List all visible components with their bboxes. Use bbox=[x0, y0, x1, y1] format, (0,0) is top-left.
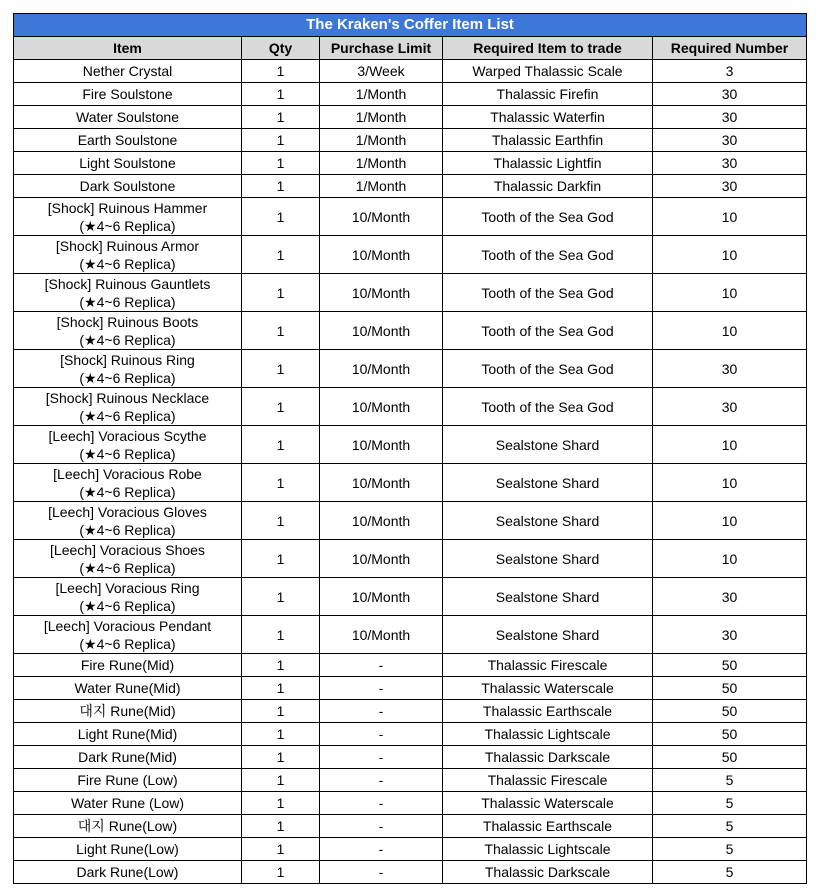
item-name: Fire Rune(Mid) bbox=[80, 657, 175, 673]
qty-cell: 1 bbox=[242, 654, 320, 677]
qty-cell: 1 bbox=[242, 464, 320, 502]
purchase-limit-cell: 10/Month bbox=[320, 236, 443, 274]
qty-cell: 1 bbox=[242, 426, 320, 464]
item-cell bbox=[14, 746, 242, 769]
item-replica-note: (★4~6 Replica) bbox=[79, 559, 176, 576]
item-name: Dark Soulstone bbox=[79, 178, 176, 194]
required-item-cell: Thalassic Lightscale bbox=[443, 723, 653, 746]
item-replica-note: (★4~6 Replica) bbox=[79, 445, 176, 462]
item-cell bbox=[14, 502, 242, 540]
item-cell bbox=[14, 60, 242, 83]
table-row bbox=[14, 106, 807, 129]
item-cell bbox=[14, 838, 242, 861]
required-item-cell: Thalassic Lightscale bbox=[443, 838, 653, 861]
required-number-cell: 10 bbox=[653, 274, 807, 312]
item-cell bbox=[14, 769, 242, 792]
table-row bbox=[14, 129, 807, 152]
item-replica-note: (★4~6 Replica) bbox=[79, 255, 176, 272]
purchase-limit-cell: 3/Week bbox=[320, 60, 443, 83]
required-number-cell: 50 bbox=[653, 746, 807, 769]
item-replica-note: (★4~6 Replica) bbox=[79, 635, 176, 652]
item-replica-note: (★4~6 Replica) bbox=[79, 331, 176, 348]
purchase-limit-cell: - bbox=[320, 838, 443, 861]
required-number-cell: 50 bbox=[653, 654, 807, 677]
table-row bbox=[14, 540, 807, 578]
qty-cell: 1 bbox=[242, 198, 320, 236]
required-number-cell: 30 bbox=[653, 129, 807, 152]
qty-cell: 1 bbox=[242, 350, 320, 388]
header-purchase-limit: Purchase Limit bbox=[320, 37, 443, 60]
item-name: [Shock] Ruinous Hammer bbox=[47, 199, 208, 216]
required-item-cell: Sealstone Shard bbox=[443, 578, 653, 616]
qty-cell: 1 bbox=[242, 83, 320, 106]
purchase-limit-cell: - bbox=[320, 723, 443, 746]
qty-cell: 1 bbox=[242, 578, 320, 616]
qty-cell: 1 bbox=[242, 815, 320, 838]
purchase-limit-cell: - bbox=[320, 654, 443, 677]
required-item-cell: Thalassic Earthscale bbox=[443, 700, 653, 723]
item-replica-note: (★4~6 Replica) bbox=[79, 597, 176, 614]
qty-cell: 1 bbox=[242, 312, 320, 350]
qty-cell: 1 bbox=[242, 746, 320, 769]
header-row bbox=[14, 37, 807, 60]
item-name: [Shock] Ruinous Armor bbox=[55, 237, 200, 254]
item-name: [Leech] Voracious Gloves bbox=[48, 503, 207, 520]
item-cell bbox=[14, 274, 242, 312]
required-item-cell: Thalassic Earthfin bbox=[443, 129, 653, 152]
required-number-cell: 10 bbox=[653, 312, 807, 350]
purchase-limit-cell: - bbox=[320, 746, 443, 769]
table-row bbox=[14, 769, 807, 792]
purchase-limit-cell: 1/Month bbox=[320, 152, 443, 175]
item-cell bbox=[14, 861, 242, 884]
required-number-cell: 3 bbox=[653, 60, 807, 83]
table-row bbox=[14, 152, 807, 175]
item-name: Water Rune(Mid) bbox=[74, 680, 181, 696]
required-number-cell: 30 bbox=[653, 83, 807, 106]
qty-cell: 1 bbox=[242, 106, 320, 129]
item-name: Light Soulstone bbox=[79, 155, 176, 171]
item-name: 대지 Rune(Mid) bbox=[79, 703, 176, 719]
purchase-limit-cell: 10/Month bbox=[320, 312, 443, 350]
item-cell bbox=[14, 540, 242, 578]
required-item-cell: Thalassic Firescale bbox=[443, 769, 653, 792]
required-number-cell: 10 bbox=[653, 426, 807, 464]
required-number-cell: 10 bbox=[653, 464, 807, 502]
required-number-cell: 5 bbox=[653, 792, 807, 815]
qty-cell: 1 bbox=[242, 861, 320, 884]
item-cell bbox=[14, 723, 242, 746]
item-name: [Leech] Voracious Ring bbox=[55, 579, 200, 596]
required-number-cell: 5 bbox=[653, 861, 807, 884]
item-replica-note: (★4~6 Replica) bbox=[79, 369, 176, 386]
item-cell bbox=[14, 175, 242, 198]
item-cell bbox=[14, 388, 242, 426]
coffer-item-table bbox=[13, 13, 807, 884]
purchase-limit-cell: - bbox=[320, 815, 443, 838]
qty-cell: 1 bbox=[242, 502, 320, 540]
item-name: Fire Rune (Low) bbox=[77, 772, 178, 788]
required-item-cell: Tooth of the Sea God bbox=[443, 274, 653, 312]
required-item-cell: Thalassic Firefin bbox=[443, 83, 653, 106]
qty-cell: 1 bbox=[242, 769, 320, 792]
purchase-limit-cell: 10/Month bbox=[320, 350, 443, 388]
required-number-cell: 30 bbox=[653, 388, 807, 426]
purchase-limit-cell: 10/Month bbox=[320, 198, 443, 236]
table-body bbox=[14, 60, 807, 884]
item-name: [Leech] Voracious Pendant bbox=[43, 617, 212, 634]
required-item-cell: Sealstone Shard bbox=[443, 464, 653, 502]
item-cell bbox=[14, 700, 242, 723]
required-number-cell: 30 bbox=[653, 175, 807, 198]
table-row bbox=[14, 700, 807, 723]
item-cell bbox=[14, 198, 242, 236]
purchase-limit-cell: 10/Month bbox=[320, 616, 443, 654]
required-item-cell: Tooth of the Sea God bbox=[443, 388, 653, 426]
table-row bbox=[14, 616, 807, 654]
required-item-cell: Thalassic Waterscale bbox=[443, 677, 653, 700]
item-name: Dark Rune(Mid) bbox=[78, 749, 177, 765]
table-row bbox=[14, 578, 807, 616]
item-replica-note: (★4~6 Replica) bbox=[79, 521, 176, 538]
qty-cell: 1 bbox=[242, 677, 320, 700]
item-cell bbox=[14, 815, 242, 838]
qty-cell: 1 bbox=[242, 236, 320, 274]
table-row bbox=[14, 312, 807, 350]
item-cell bbox=[14, 312, 242, 350]
item-name: [Shock] Ruinous Ring bbox=[60, 351, 195, 368]
required-number-cell: 30 bbox=[653, 616, 807, 654]
table-row bbox=[14, 502, 807, 540]
required-number-cell: 30 bbox=[653, 578, 807, 616]
header-qty: Qty bbox=[242, 37, 320, 60]
required-number-cell: 5 bbox=[653, 769, 807, 792]
item-name: Light Rune(Mid) bbox=[77, 726, 178, 742]
purchase-limit-cell: 10/Month bbox=[320, 502, 443, 540]
item-cell bbox=[14, 83, 242, 106]
table-title: The Kraken's Coffer Item List bbox=[14, 14, 807, 37]
table-row bbox=[14, 838, 807, 861]
qty-cell: 1 bbox=[242, 616, 320, 654]
required-item-cell: Tooth of the Sea God bbox=[443, 198, 653, 236]
purchase-limit-cell: 1/Month bbox=[320, 129, 443, 152]
required-item-cell: Thalassic Waterfin bbox=[443, 106, 653, 129]
item-cell bbox=[14, 677, 242, 700]
item-cell bbox=[14, 236, 242, 274]
header-required-item: Required Item to trade bbox=[443, 37, 653, 60]
purchase-limit-cell: - bbox=[320, 861, 443, 884]
required-number-cell: 30 bbox=[653, 106, 807, 129]
item-cell bbox=[14, 654, 242, 677]
purchase-limit-cell: 10/Month bbox=[320, 388, 443, 426]
item-name: [Leech] Voracious Robe bbox=[53, 465, 202, 482]
item-name: [Shock] Ruinous Necklace bbox=[45, 389, 210, 406]
qty-cell: 1 bbox=[242, 274, 320, 312]
qty-cell: 1 bbox=[242, 152, 320, 175]
required-number-cell: 5 bbox=[653, 838, 807, 861]
required-number-cell: 10 bbox=[653, 540, 807, 578]
item-cell bbox=[14, 464, 242, 502]
table-row bbox=[14, 746, 807, 769]
table-row bbox=[14, 792, 807, 815]
required-number-cell: 50 bbox=[653, 700, 807, 723]
qty-cell: 1 bbox=[242, 723, 320, 746]
item-cell bbox=[14, 616, 242, 654]
purchase-limit-cell: 10/Month bbox=[320, 540, 443, 578]
required-number-cell: 50 bbox=[653, 723, 807, 746]
required-item-cell: Thalassic Lightfin bbox=[443, 152, 653, 175]
item-name: [Leech] Voracious Scythe bbox=[48, 427, 207, 444]
qty-cell: 1 bbox=[242, 540, 320, 578]
required-item-cell: Thalassic Firescale bbox=[443, 654, 653, 677]
item-name: Water Rune (Low) bbox=[70, 795, 185, 811]
item-name: Light Rune(Low) bbox=[76, 841, 179, 857]
title-row bbox=[14, 14, 807, 37]
table-row bbox=[14, 861, 807, 884]
table-row bbox=[14, 83, 807, 106]
required-item-cell: Sealstone Shard bbox=[443, 426, 653, 464]
required-item-cell: Thalassic Earthscale bbox=[443, 815, 653, 838]
table-row bbox=[14, 464, 807, 502]
purchase-limit-cell: - bbox=[320, 792, 443, 815]
purchase-limit-cell: 10/Month bbox=[320, 426, 443, 464]
qty-cell: 1 bbox=[242, 792, 320, 815]
required-number-cell: 5 bbox=[653, 815, 807, 838]
table-row bbox=[14, 815, 807, 838]
required-number-cell: 10 bbox=[653, 236, 807, 274]
item-name: Nether Crystal bbox=[82, 63, 173, 79]
item-replica-note: (★4~6 Replica) bbox=[79, 217, 176, 234]
required-number-cell: 10 bbox=[653, 198, 807, 236]
required-item-cell: Thalassic Darkfin bbox=[443, 175, 653, 198]
item-cell bbox=[14, 129, 242, 152]
table-row bbox=[14, 723, 807, 746]
required-number-cell: 30 bbox=[653, 350, 807, 388]
qty-cell: 1 bbox=[242, 700, 320, 723]
purchase-limit-cell: 10/Month bbox=[320, 464, 443, 502]
required-item-cell: Sealstone Shard bbox=[443, 616, 653, 654]
required-number-cell: 10 bbox=[653, 502, 807, 540]
item-name: Dark Rune(Low) bbox=[76, 864, 179, 880]
qty-cell: 1 bbox=[242, 175, 320, 198]
required-item-cell: Tooth of the Sea God bbox=[443, 236, 653, 274]
item-replica-note: (★4~6 Replica) bbox=[79, 483, 176, 500]
table-row bbox=[14, 60, 807, 83]
item-cell bbox=[14, 152, 242, 175]
item-name: Fire Soulstone bbox=[82, 86, 173, 102]
table-row bbox=[14, 274, 807, 312]
item-name: [Leech] Voracious Shoes bbox=[50, 541, 205, 558]
header-required-number: Required Number bbox=[653, 37, 807, 60]
purchase-limit-cell: 10/Month bbox=[320, 578, 443, 616]
item-replica-note: (★4~6 Replica) bbox=[79, 293, 176, 310]
required-item-cell: Warped Thalassic Scale bbox=[443, 60, 653, 83]
qty-cell: 1 bbox=[242, 60, 320, 83]
table-row bbox=[14, 388, 807, 426]
item-name: 대지 Rune(Low) bbox=[77, 818, 178, 834]
table-row bbox=[14, 198, 807, 236]
required-item-cell: Sealstone Shard bbox=[443, 502, 653, 540]
table-row bbox=[14, 175, 807, 198]
required-item-cell: Thalassic Darkscale bbox=[443, 746, 653, 769]
item-replica-note: (★4~6 Replica) bbox=[79, 407, 176, 424]
required-item-cell: Tooth of the Sea God bbox=[443, 350, 653, 388]
purchase-limit-cell: - bbox=[320, 700, 443, 723]
purchase-limit-cell: 1/Month bbox=[320, 175, 443, 198]
qty-cell: 1 bbox=[242, 838, 320, 861]
qty-cell: 1 bbox=[242, 129, 320, 152]
required-item-cell: Thalassic Waterscale bbox=[443, 792, 653, 815]
required-item-cell: Sealstone Shard bbox=[443, 540, 653, 578]
item-name: [Shock] Ruinous Boots bbox=[56, 313, 199, 330]
table-row bbox=[14, 426, 807, 464]
required-item-cell: Tooth of the Sea God bbox=[443, 312, 653, 350]
purchase-limit-cell: 10/Month bbox=[320, 274, 443, 312]
item-cell bbox=[14, 350, 242, 388]
purchase-limit-cell: 1/Month bbox=[320, 83, 443, 106]
table-row bbox=[14, 677, 807, 700]
purchase-limit-cell: 1/Month bbox=[320, 106, 443, 129]
item-name: Earth Soulstone bbox=[77, 132, 178, 148]
item-cell bbox=[14, 578, 242, 616]
required-number-cell: 50 bbox=[653, 677, 807, 700]
item-cell bbox=[14, 106, 242, 129]
item-cell bbox=[14, 792, 242, 815]
item-name: [Shock] Ruinous Gauntlets bbox=[44, 275, 211, 292]
header-item: Item bbox=[14, 37, 242, 60]
purchase-limit-cell: - bbox=[320, 769, 443, 792]
item-name: Water Soulstone bbox=[76, 109, 179, 125]
required-number-cell: 30 bbox=[653, 152, 807, 175]
table-row bbox=[14, 654, 807, 677]
purchase-limit-cell: - bbox=[320, 677, 443, 700]
qty-cell: 1 bbox=[242, 388, 320, 426]
required-item-cell: Thalassic Darkscale bbox=[443, 861, 653, 884]
table-row bbox=[14, 350, 807, 388]
table-row bbox=[14, 236, 807, 274]
item-cell bbox=[14, 426, 242, 464]
